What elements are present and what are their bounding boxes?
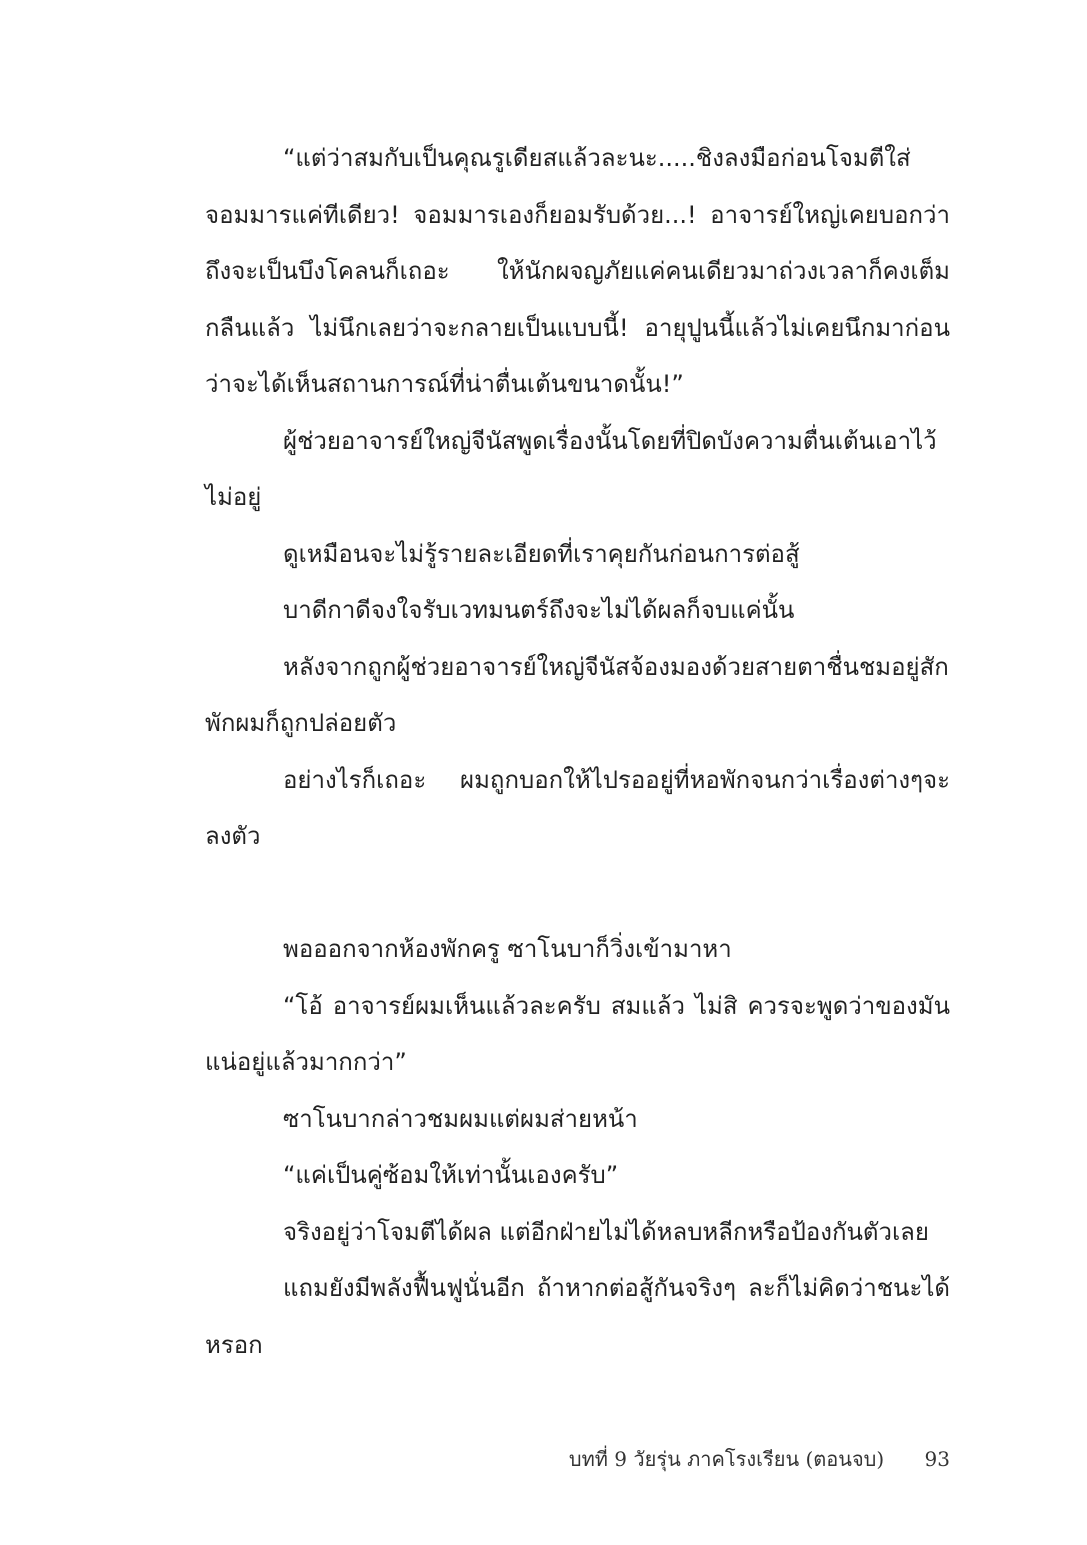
paragraph: ผู้ช่วยอาจารย์ใหญ่จีนัสพูดเรื่องนั้นโดยที่ปิดบังความตื่นเต้นเอาไว้ไม่อยู่ (205, 426, 937, 511)
scene-break (205, 865, 950, 922)
paragraph: “โอ้ อาจารย์ผมเห็นแล้วละครับ สมแล้ว ไม่สิ ควรจะพูดว่าของมันแน่อยู่แล้วมากกว่า” (205, 991, 950, 1076)
paragraph: บาดีกาดีจงใจรับเวทมนตร์ถึงจะไม่ได้ผลก็จบแค่นั้น (283, 596, 795, 624)
paragraph: แถมยังมีพลังฟื้นฟูนั่นอีก ถ้าหากต่อสู้กันจริงๆ ละก็ไม่คิดว่าชนะได้หรอก (205, 1274, 950, 1359)
paragraph: ดูเหมือนจะไม่รู้รายละเอียดที่เราคุยกันก่อนการต่อสู้ (283, 539, 800, 568)
page-footer (569, 1443, 950, 1475)
paragraph: จริงอยู่ว่าโจมตีได้ผล แต่อีกฝ่ายไม่ได้หลบหลีกหรือป้องกันตัวเลย (283, 1217, 929, 1246)
page-number: 93 (924, 1447, 950, 1471)
body-text (205, 130, 950, 1373)
paragraph: พอออกจากห้องพักครู ซาโนบาก็วิ่งเข้ามาหา (283, 935, 732, 963)
paragraph: หลังจากถูกผู้ช่วยอาจารย์ใหญ่จีนัสจ้องมองด้วยสายตาชื่นชมอยู่สักพักผมก็ถูกปล่อยตัว (205, 652, 949, 737)
paragraph: อย่างไรก็เถอะ ผมถูกบอกให้ไปรออยู่ที่หอพักจนกว่าเรื่องต่างๆจะลงตัว (205, 765, 950, 850)
paragraph: ซาโนบากล่าวชมผมแต่ผมส่ายหน้า (283, 1104, 638, 1133)
paragraph: “แต่ว่าสมกับเป็นคุณรูเดียสแล้วละนะ.....ชิงลงมือก่อนโจมตีใส่จอมมารแค่ทีเดียว! จอมมารเองก็ยอมรับด้วย...! อาจารย์ใหญ่เคยบอกว่าถึงจะเป็นบึงโคลนก็เถอะ ให้นักผจญภัยแค่คนเดียวมาถ่วงเวลาก็คงเต็มกลืนแล้ว ไม่นึกเลยว่าจะกลายเป็นแบบนี้! อายุปูนนี้แล้วไม่เคยนึกมาก่อนว่าจะได้เห็นสถานการณ์ที่น่าตื่นเต้นขนาดนั้น!” (205, 144, 950, 398)
running-chapter-title: บทที่ 9 วัยรุ่น ภาคโรงเรียน (ตอนจบ) (568, 1447, 885, 1471)
paragraph: “แค่เป็นคู่ซ้อมให้เท่านั้นเองครับ” (283, 1161, 619, 1189)
